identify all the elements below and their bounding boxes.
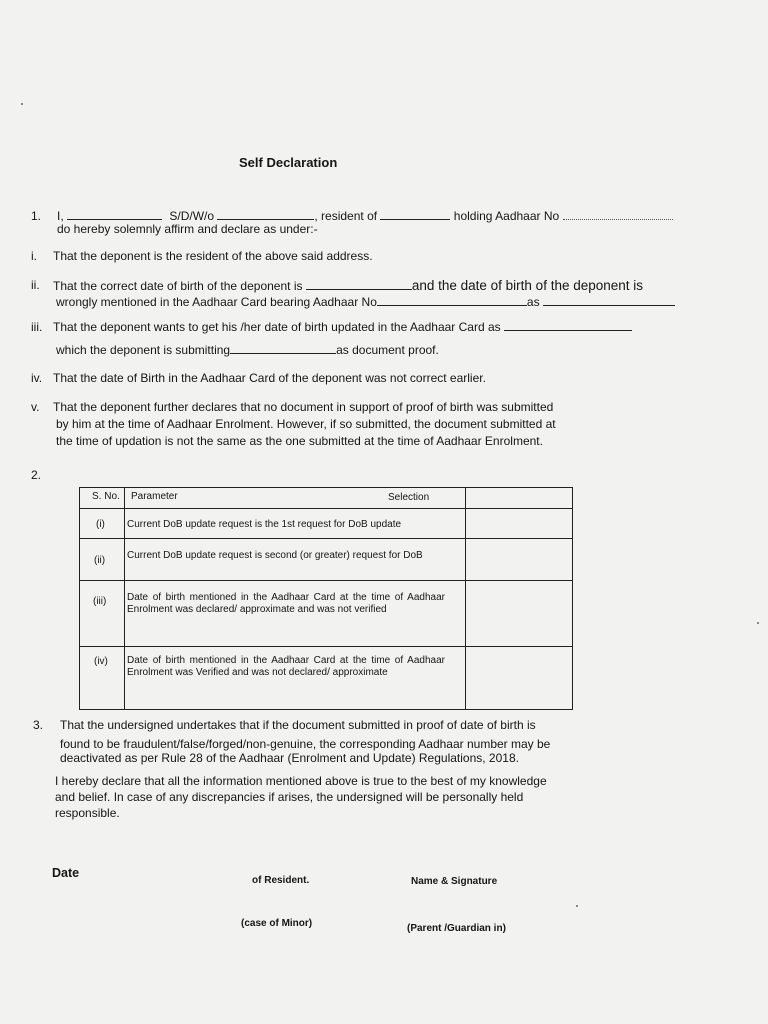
document-title: Self Declaration bbox=[239, 155, 338, 170]
header-selection: Selection bbox=[388, 492, 430, 503]
clause-iii-number: iii. bbox=[31, 320, 43, 334]
scan-speck bbox=[757, 622, 759, 624]
clause-iii-line2 bbox=[56, 343, 439, 358]
scan-speck bbox=[21, 103, 23, 105]
date-label: Date bbox=[52, 866, 80, 880]
clause-i-text: That the deponent is the resident of the above said address. bbox=[53, 249, 373, 263]
clause-ii-line1 bbox=[53, 278, 643, 294]
selection-cell[interactable] bbox=[466, 539, 572, 580]
clause-ii-d: as bbox=[526, 295, 540, 309]
clause-ii-a: That the correct date of birth of the deponent is bbox=[53, 279, 303, 293]
item-3-line2: found to be fraudulent/false/forged/non-genuine, the corresponding Aadhaar number may be bbox=[60, 737, 551, 751]
row-parameter: Current DoB update request is the 1st request for DoB update bbox=[127, 519, 402, 530]
of-resident-label: of Resident. bbox=[252, 875, 310, 886]
selection-cell[interactable] bbox=[466, 581, 572, 646]
resident-of-label: , resident of bbox=[314, 209, 378, 223]
correct-dob-blank[interactable] bbox=[306, 279, 412, 290]
relation-label: S/D/W/o bbox=[169, 209, 215, 223]
clause-iii-b: which the deponent is submitting bbox=[56, 343, 231, 357]
table-divider bbox=[124, 488, 125, 709]
declaration-line2: and belief. In case of any discrepancies if arises, the undersigned will be personally held bbox=[55, 790, 524, 804]
row-parameter: Date of birth mentioned in the Aadhaar Card at the time of Aadhaar Enrolment was Verified and was not declared/ approximate bbox=[127, 655, 445, 678]
declaration-line1: I hereby declare that all the information mentioned above is true to the best of my knowledge bbox=[55, 774, 547, 788]
clause-iii-c: as document proof. bbox=[336, 343, 439, 357]
selection-cell[interactable] bbox=[466, 509, 572, 538]
item-3-line3: deactivated as per Rule 28 of the Aadhaar (Enrolment and Update) Regulations, 2018. bbox=[60, 751, 519, 765]
row-sno: (iii) bbox=[93, 596, 107, 607]
document-proof-blank[interactable] bbox=[230, 343, 336, 354]
scan-speck bbox=[576, 905, 578, 907]
wrong-dob-blank[interactable] bbox=[543, 295, 675, 306]
row-parameter: Current DoB update request is second (or greater) request for DoB bbox=[127, 550, 423, 561]
clause-v-line3: the time of updation is not the same as the one submitted at the time of Aadhaar Enrolment. bbox=[56, 434, 543, 448]
holding-aadhaar-label: holding Aadhaar No bbox=[453, 209, 560, 223]
aadhaar-number-blank[interactable] bbox=[563, 209, 673, 220]
item-1-number: 1. bbox=[31, 209, 42, 223]
residence-blank[interactable] bbox=[380, 209, 450, 220]
clause-i-number: i. bbox=[31, 249, 37, 263]
clause-v-line1: That the deponent further declares that no document in support of proof of birth was submitted bbox=[53, 400, 554, 414]
clause-iii-a: That the deponent wants to get his /her date of birth updated in the Aadhaar Card as bbox=[53, 320, 501, 334]
case-minor-label: (case of Minor) bbox=[241, 918, 313, 929]
clause-v-number: v. bbox=[31, 400, 40, 414]
aadhaar-no-blank[interactable] bbox=[377, 295, 527, 306]
header-sno: S. No. bbox=[92, 491, 120, 502]
affirm-text: do hereby solemnly affirm and declare as under:- bbox=[57, 222, 318, 236]
name-signature-label: Name & Signature bbox=[411, 876, 498, 887]
clause-v-line2: by him at the time of Aadhaar Enrolment. However, if so submitted, the document submitted at bbox=[56, 417, 556, 431]
row-sno: (i) bbox=[96, 519, 105, 530]
clause-ii-number: ii. bbox=[31, 278, 40, 292]
item-3-number: 3. bbox=[33, 718, 44, 732]
clause-iv-text: That the date of Birth in the Aadhaar Card of the deponent was not correct earlier. bbox=[53, 371, 486, 385]
item-3-line1: That the undersigned undertakes that if the document submitted in proof of date of birth is bbox=[60, 718, 536, 732]
name-label: I, bbox=[57, 209, 64, 223]
parent-guardian-label: (Parent /Guardian in) bbox=[407, 923, 506, 934]
item-2-number: 2. bbox=[31, 468, 42, 482]
name-blank[interactable] bbox=[67, 209, 162, 220]
row-sno: (ii) bbox=[94, 555, 106, 566]
clause-ii-line2 bbox=[56, 295, 675, 310]
clause-iv-number: iv. bbox=[31, 371, 43, 385]
clause-ii-c: wrongly mentioned in the Aadhaar Card bearing Aadhaar No bbox=[56, 295, 377, 309]
clause-ii-b: and the date of birth of the deponent is bbox=[411, 278, 644, 293]
header-parameter: Parameter bbox=[131, 491, 178, 502]
declaration-line3: responsible. bbox=[55, 806, 120, 820]
row-parameter: Date of birth mentioned in the Aadhaar Card at the time of Aadhaar Enrolment was declared/ approximate and was not verified bbox=[127, 592, 445, 615]
row-sno: (iv) bbox=[94, 656, 108, 667]
updated-dob-blank[interactable] bbox=[504, 320, 632, 331]
selection-cell[interactable] bbox=[466, 647, 572, 709]
relation-name-blank[interactable] bbox=[217, 209, 314, 220]
dob-parameter-table bbox=[79, 487, 573, 710]
clause-iii-line1 bbox=[53, 320, 632, 335]
